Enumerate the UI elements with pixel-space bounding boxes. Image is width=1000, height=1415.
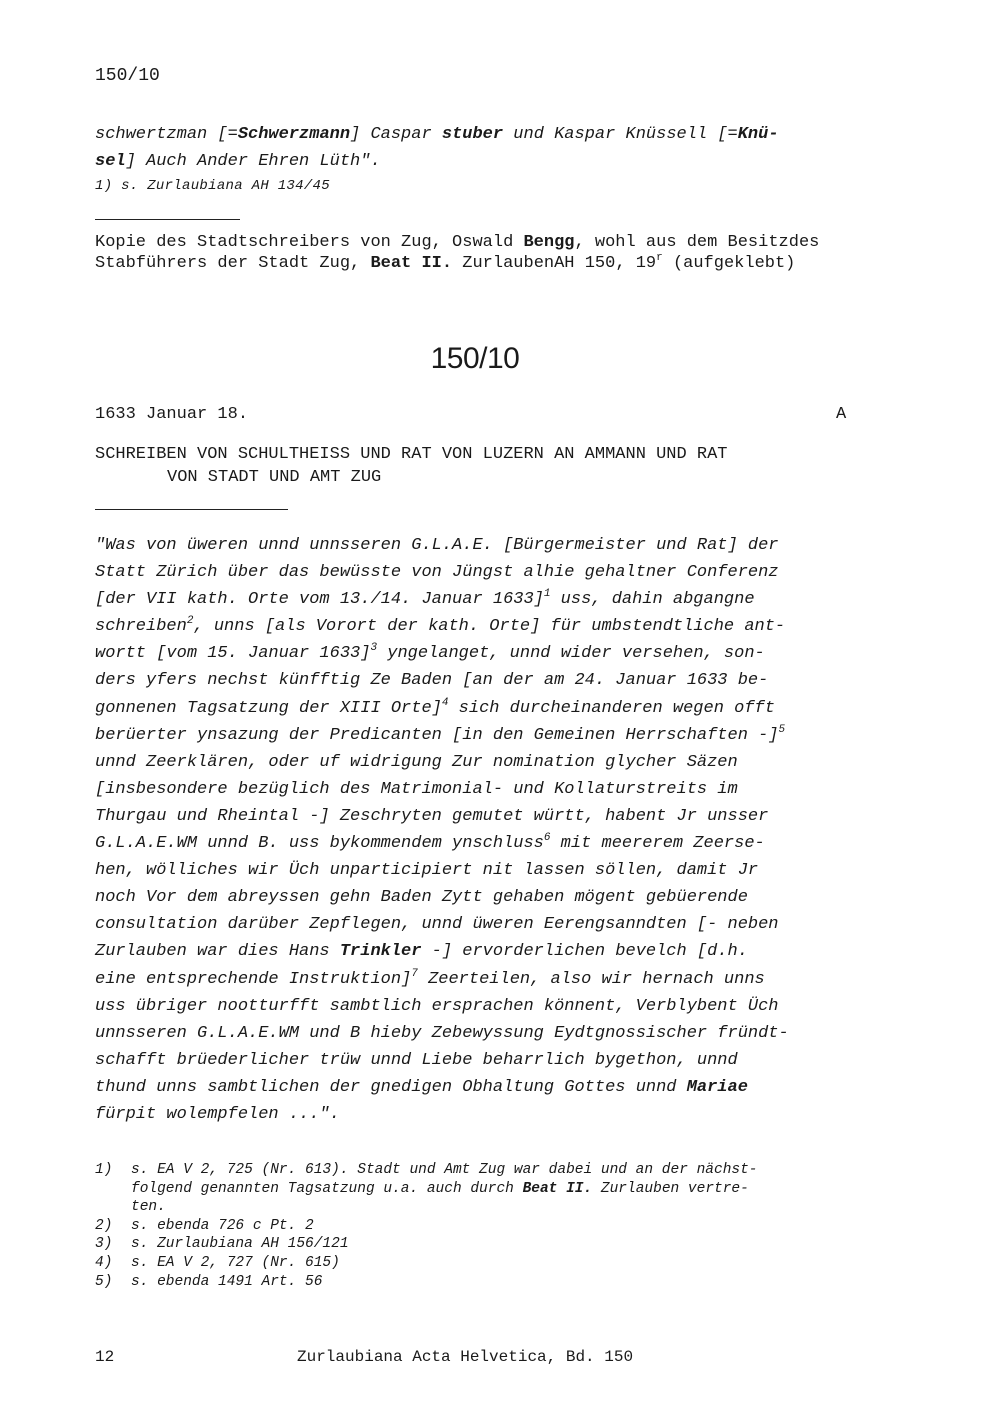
text-line (95, 722, 875, 749)
emphasized-name: Mariae (686, 1077, 748, 1097)
text-line (95, 695, 875, 722)
document-letter: A (836, 405, 847, 424)
text-line (95, 749, 875, 776)
text-run: , unns [als Vorort der kath. Orte] für umbstendtliche ant- (193, 617, 786, 637)
text-run: Zeerteilen, also wir hernach unns (417, 969, 765, 989)
text-run: s. Zurlaubiana AH 156/121 (131, 1236, 349, 1253)
text-line (95, 1101, 875, 1128)
text-line (95, 640, 875, 667)
text-line (95, 1020, 875, 1047)
text-run: consultation darüber Zepflegen, unnd üweren Eerengsanndten [- neben (95, 915, 779, 935)
text-run: Kopie des Stadtschreibers von Zug, Oswald (95, 233, 524, 252)
text-run: G.L.A.E.WM unnd B. uss bykommendem ynschluss (95, 834, 544, 854)
text-line (95, 803, 875, 830)
text-run: unnsseren G.L.A.E.WM und B hieby Zebewyssung Eydtgnossischer fründt- (95, 1023, 789, 1043)
text-run: , wohl aus dem Besitz (574, 233, 789, 252)
previous-document-footnote: 1) s. Zurlaubiana AH 134/45 (95, 178, 330, 194)
previous-document-text (95, 121, 865, 175)
footnote-number: 3) (95, 1236, 113, 1253)
emphasized-name: sel (95, 152, 126, 171)
text-line (95, 830, 875, 857)
page-number: 12 (95, 1348, 115, 1366)
text-run: Zurlauben war dies Hans (95, 942, 340, 962)
footnote-number: 5) (95, 1273, 113, 1290)
footnote-item (95, 1273, 885, 1292)
text-run: berüerter ynsazung der Predicanten [in den Gemeinen Herrschaften -] (95, 725, 779, 745)
text-line (95, 613, 875, 640)
footnote-text (131, 1273, 885, 1292)
text-line (554, 254, 795, 273)
text-run: s. EA V 2, 727 (Nr. 615) (131, 1254, 340, 1271)
heading-line: VON STADT UND AMT ZUG (167, 468, 382, 487)
text-run: Thurgau und Rheintal -] Zeschryten gemutet württ, habent Jr unsser (95, 806, 769, 826)
text-line (95, 911, 875, 938)
footnote-ref: 4 (441, 696, 449, 709)
text-line (95, 121, 865, 148)
footnote-ref: 7 (411, 967, 418, 980)
text-run: des Stabführers der Stadt Zug, (95, 233, 820, 273)
footnote-text (131, 1217, 885, 1236)
emphasized-name: Beat II. (370, 254, 453, 273)
heading-line: SCHREIBEN VON SCHULTHEISS UND RAT VON LUZERN AN AMMANN UND RAT (95, 445, 728, 464)
emphasized-name: Schwerzmann (237, 125, 351, 144)
text-run: noch Vor dem abreyssen gehn Baden Zytt gehaben mögent gebüerende (95, 888, 748, 908)
text-run: fürpit wolempfelen ...". (95, 1104, 340, 1124)
text-run: thund unns sambtlichen der gnedigen Obhaltung Gottes unnd (95, 1077, 687, 1097)
text-run: unnd Zeerklären, oder uf widrigung Zur nomination glycher Säzen (95, 752, 738, 772)
footnote-item (95, 1235, 885, 1254)
text-run: sich durcheinanderen wegen offt (448, 698, 775, 718)
text-line (95, 966, 875, 993)
emphasized-name: Beat II. (522, 1180, 593, 1197)
footnote-ref: 1 (543, 588, 551, 601)
text-line (131, 1217, 885, 1236)
footnote-item (95, 1161, 885, 1217)
footnote-ref: 2 (186, 615, 194, 628)
text-run: ] Auch Ander Ehren Lüth". (125, 152, 381, 171)
text-run: Statt Zürich über das bewüsste von Jüngst alhie gehaltner Conferenz (95, 563, 779, 583)
text-run: und Kaspar Knüssell [= (503, 125, 738, 144)
text-line (95, 1074, 875, 1101)
text-run: gonnenen Tagsatzung der XIII Orte] (95, 698, 442, 718)
footnote-item (95, 1217, 885, 1236)
footnote-text (131, 1254, 885, 1273)
text-run: ten. (131, 1199, 166, 1216)
text-run: schafft brüederlicher trüw unnd Liebe beharrlich bygethon, unnd (95, 1050, 738, 1070)
text-line (131, 1161, 885, 1180)
separator-rule (95, 219, 240, 220)
footnote-number: 4) (95, 1254, 113, 1271)
text-run: wortt [vom 15. Januar 1633] (95, 644, 371, 664)
running-header: 150/10 (95, 66, 160, 86)
text-line (131, 1198, 885, 1217)
text-run: "Was von üweren unnd unnsseren G.L.A.E. [Bürgermeister und Rat] der (95, 536, 779, 555)
footnotes (95, 1161, 885, 1291)
text-run: ] Caspar (350, 125, 442, 144)
text-run: schwertzman [= (95, 125, 238, 144)
text-run: ders yfers nechst künfftig Ze Baden [an der am 24. Januar 1633 be- (95, 671, 769, 691)
text-run: schreiben (95, 617, 187, 637)
text-line (95, 532, 875, 559)
text-line (95, 857, 875, 884)
text-run: uss übriger nootturfft sambtlich ersprachen könnent, Verblybent Üch (95, 996, 779, 1016)
text-run: Zurlauben (452, 254, 555, 273)
text-run: eine entsprechende Instruktion] (95, 969, 412, 989)
text-line (95, 148, 865, 175)
text-run: s. ebenda 1491 Art. 56 (131, 1273, 323, 1290)
text-line (95, 1047, 875, 1074)
text-run: [insbesondere bezüglich des Matrimonial- und Kollaturstreits im (95, 779, 738, 799)
text-line (131, 1254, 885, 1273)
text-run: Zurlauben vertre- (592, 1180, 749, 1197)
text-run: (aufgeklebt) (662, 254, 796, 273)
text-line (95, 884, 875, 911)
text-run: s. EA V 2, 725 (Nr. 613). Stadt und Amt Zug war dabei und an der nächst- (131, 1162, 758, 1178)
text-line (95, 559, 875, 586)
emphasized-name: stuber (441, 125, 504, 144)
letter-body (95, 532, 875, 1128)
footnote-ref: r (656, 252, 663, 264)
footnote-ref: 6 (543, 832, 551, 845)
text-line (131, 1180, 885, 1199)
footnote-ref: 3 (370, 642, 378, 655)
text-run: AH 150, 19 (554, 254, 657, 273)
text-run: folgend genannten Tagsatzung u.a. auch durch (131, 1180, 523, 1197)
text-run: hen, wölliches wir Üch unparticipiert nit lassen söllen, damit Jr (95, 861, 759, 881)
text-run: uss, dahin abgangne (550, 590, 755, 610)
footnote-text (131, 1161, 885, 1217)
text-line (95, 233, 789, 252)
text-run: [der VII kath. Orte vom 13./14. Januar 1633] (95, 590, 544, 610)
text-run: mit meererem Zeerse- (550, 834, 765, 854)
publication-footer: Zurlaubiana Acta Helvetica, Bd. 150 (297, 1348, 634, 1366)
text-line (131, 1273, 885, 1292)
footnote-number: 2) (95, 1217, 113, 1234)
text-run: -] ervorderlichen bevelch [d.h. (421, 942, 748, 962)
source-note (95, 232, 875, 274)
text-line (95, 938, 875, 965)
text-line (95, 993, 875, 1020)
document-date: 1633 Januar 18. (95, 405, 249, 424)
document-heading (95, 443, 875, 489)
footnote-text (131, 1235, 885, 1254)
text-run: s. ebenda 726 c Pt. 2 (131, 1217, 314, 1234)
text-line (95, 586, 875, 613)
emphasized-name: Knü- (737, 125, 779, 144)
footnote-ref: 5 (778, 723, 786, 736)
emphasized-name: Bengg (523, 233, 575, 252)
footnote-item (95, 1254, 885, 1273)
text-run: yngelanget, unnd wider versehen, son- (377, 644, 765, 664)
text-line (95, 667, 875, 694)
text-line (95, 776, 875, 803)
emphasized-name: Trinkler (339, 942, 422, 962)
text-line (131, 1235, 885, 1254)
document-number: 150/10 (430, 342, 520, 375)
heading-rule (95, 509, 288, 510)
footnote-number: 1) (95, 1162, 113, 1178)
